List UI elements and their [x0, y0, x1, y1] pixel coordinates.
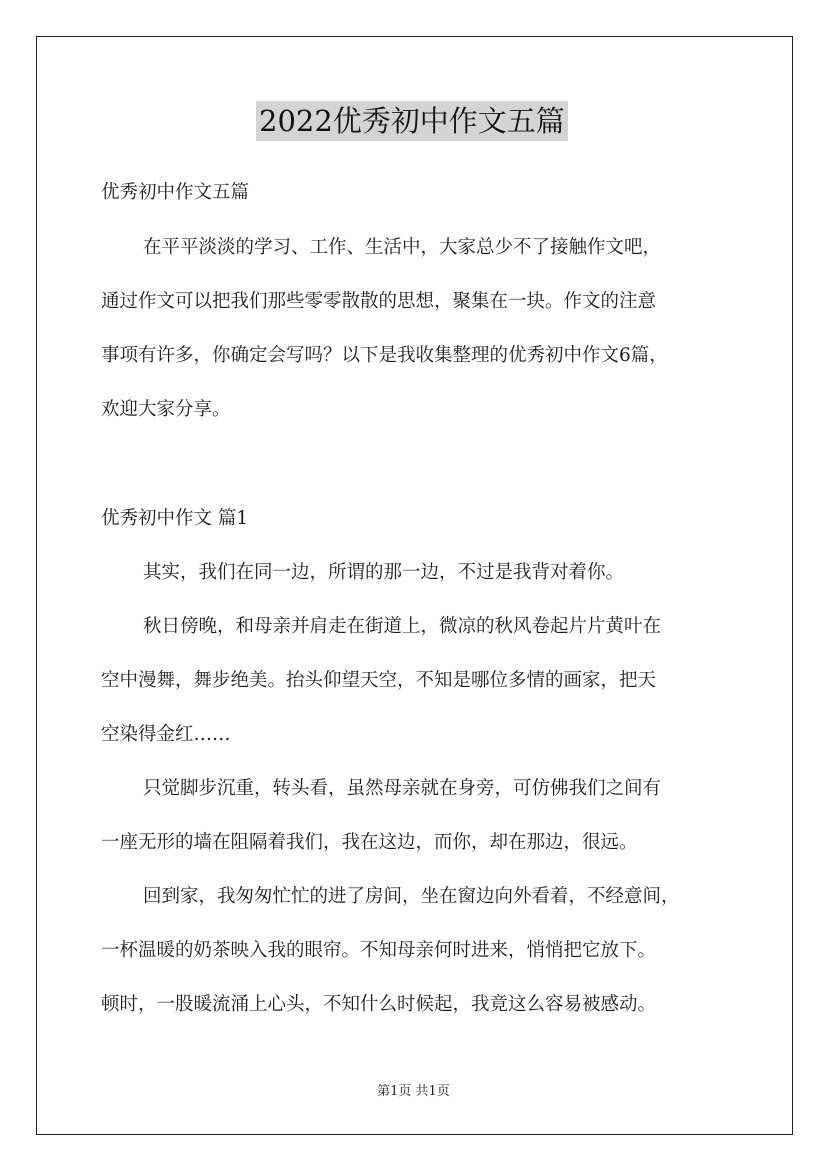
body-line-5: 只觉脚步沉重，转头看，虽然母亲就在身旁，可仿佛我们之间有: [143, 778, 662, 799]
body-line-9: 顿时，一股暖流涌上心头，不知什么时候起，我竟这么容易被感动。: [101, 994, 657, 1015]
body-line-6: 一座无形的墙在阻隔着我们，我在这边，而你，却在那边，很远。: [101, 832, 638, 853]
document-subtitle: 优秀初中作文五篇: [101, 182, 250, 203]
body-line-7: 回到家，我匆匆忙忙的进了房间，坐在窗边向外看着，不经意间，: [143, 886, 680, 907]
document-title: 2022优秀初中作文五篇: [256, 101, 568, 141]
section-heading: 优秀初中作文 篇1: [101, 508, 249, 529]
body-line-4: 空染得金红……: [101, 724, 231, 745]
page-number-footer: 第1页 共1页: [377, 1084, 450, 1099]
body-line-2: 秋日傍晚，和母亲并肩走在街道上，微凉的秋风卷起片片黄叶在: [143, 616, 662, 637]
intro-line-2: 通过作文可以把我们那些零零散散的思想，聚集在一块。作文的注意: [101, 291, 657, 312]
intro-line-4: 欢迎大家分享。: [101, 399, 231, 420]
body-line-3: 空中漫舞，舞步绝美。抬头仰望天空，不知是哪位多情的画家，把天: [101, 670, 657, 691]
body-line-8: 一杯温暖的奶茶映入我的眼帘。不知母亲何时进来，悄悄把它放下。: [101, 940, 657, 961]
intro-line-1: 在平平淡淡的学习、工作、生活中，大家总少不了接触作文吧，: [143, 237, 662, 258]
intro-line-3: 事项有许多，你确定会写吗？以下是我收集整理的优秀初中作文6篇，: [101, 345, 668, 366]
body-line-1: 其实，我们在同一边，所谓的那一边，不过是我背对着你。: [143, 562, 625, 583]
